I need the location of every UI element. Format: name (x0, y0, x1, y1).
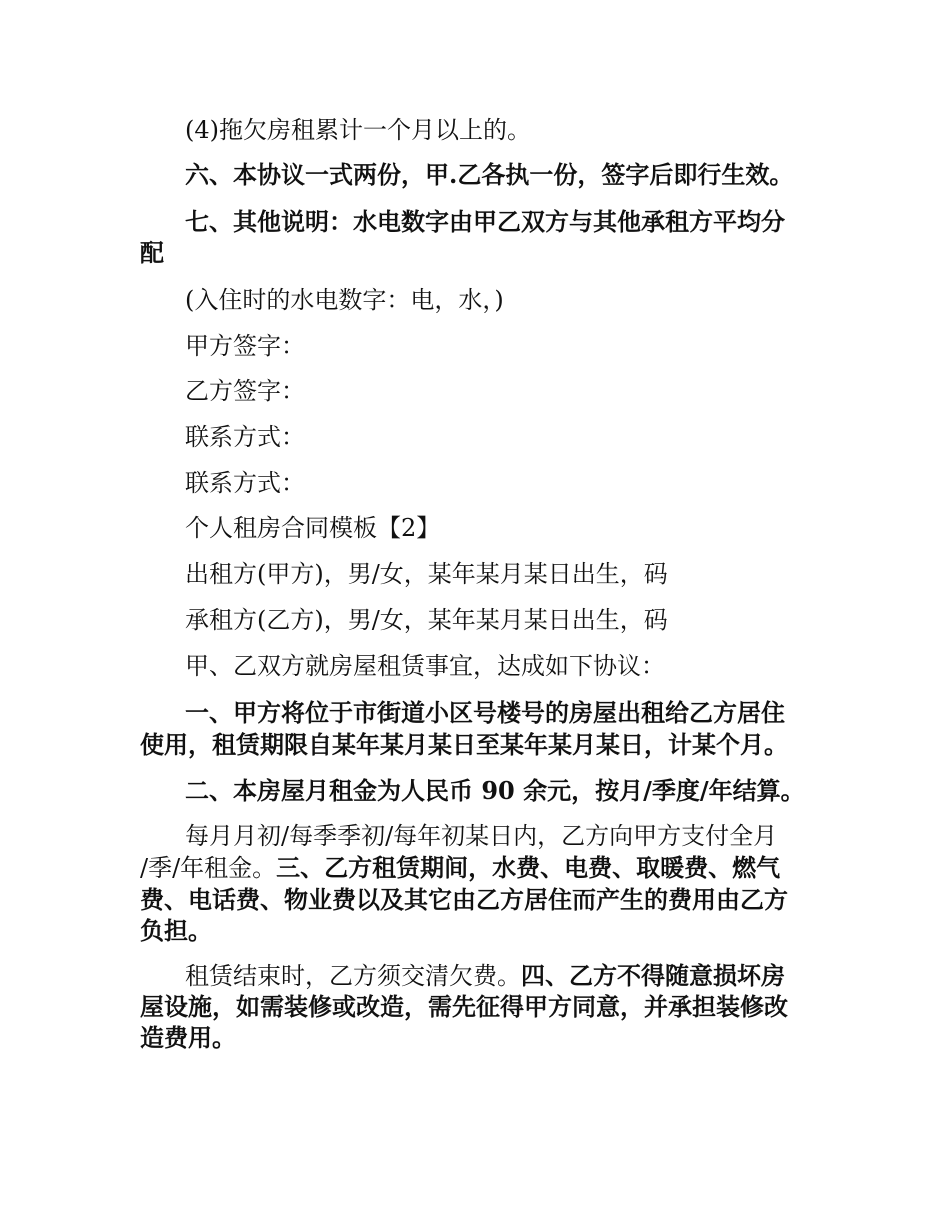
lessee-info: 承租方(乙方)，男/女，某年某月某日出生，码 (185, 606, 668, 634)
clause-four: 四、乙方不得随意损坏房 (521, 961, 785, 990)
template-heading: 个人租房合同模板【2】 (185, 514, 441, 542)
payment-terms-end: /季/年租金。 (140, 854, 277, 882)
contact-a: 联系方式： (185, 423, 305, 451)
clause-six: 六、本协议一式两份，甲.乙各执一份，签字后即行生效。 (185, 160, 794, 189)
clause-two: 二、本房屋月租金为人民币 90 余元，按月/季度/年结算。 (185, 776, 805, 805)
lease-end-line (185, 959, 820, 993)
party-b-signature: 乙方签字： (185, 377, 305, 405)
utility-readings: (入住时的水电数字：电，水，) (185, 286, 504, 314)
clause-seven-cont: 配 (140, 238, 164, 267)
payment-terms-cont (140, 851, 820, 885)
contact-b: 联系方式： (185, 469, 305, 497)
clause-one-cont: 使用，租赁期限自某年某月某日至某年某月某日，计某个月。 (140, 730, 788, 759)
lease-end-note: 租赁结束时，乙方须交清欠费。 (185, 962, 521, 990)
clause-three-cont: 费、电话费、物业费以及其它由乙方居住而产生的费用由乙方 (140, 885, 788, 914)
clause-four-cont: 屋设施，如需装修或改造，需先征得甲方同意，并承担装修改 (140, 992, 788, 1021)
clause-one: 一、甲方将位于市街道小区号楼号的房屋出租给乙方居住 (185, 698, 785, 727)
clause-item-4: (4)拖欠房租累计一个月以上的。 (185, 116, 531, 144)
clause-seven: 七、其他说明：水电数字由甲乙双方与其他承租方平均分 (185, 207, 785, 236)
clause-four-end: 造费用。 (140, 1023, 236, 1052)
clause-three-end: 负担。 (140, 916, 212, 945)
agreement-intro: 甲、乙双方就房屋租赁事宜，达成如下协议： (185, 652, 665, 680)
lessor-info: 出租方(甲方)，男/女，某年某月某日出生，码 (185, 560, 668, 588)
clause-three: 三、乙方租赁期间，水费、电费、取暖费、燃气 (276, 853, 781, 882)
payment-terms: 每月月初/每季季初/每年初某日内，乙方向甲方支付全月 (185, 822, 778, 850)
party-a-signature: 甲方签字： (185, 332, 305, 360)
